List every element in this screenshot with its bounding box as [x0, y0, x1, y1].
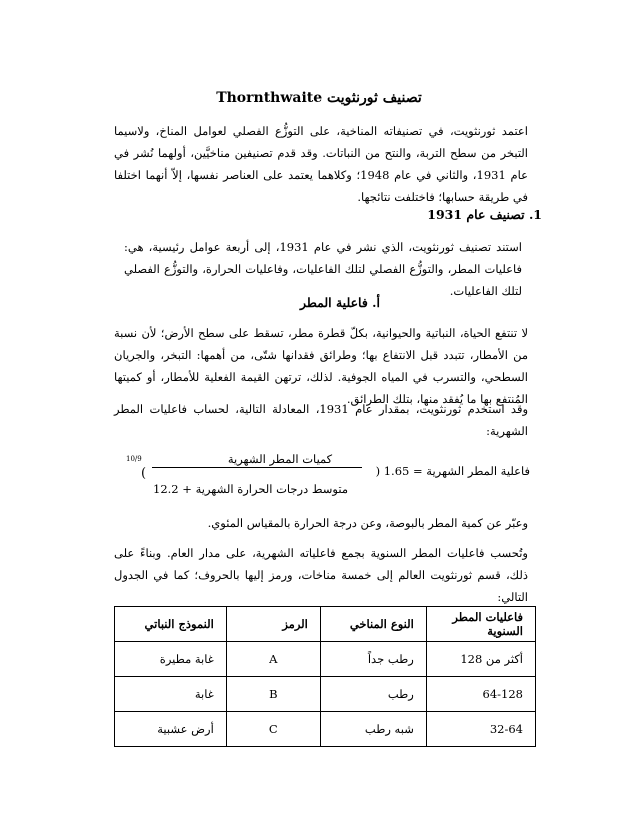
- table-header-cell: النموذج النباتي: [115, 607, 227, 642]
- table-header-row: [115, 607, 536, 642]
- table-row: [115, 642, 536, 677]
- classification-paragraph: وتُحسب فاعليات المطر السنوية بجمع فاعلياته الشهرية، على مدار العام. وبناءً على ذلك، قسم ثورنثويت العالم إلى خمسة مناخات، ورمز إليها بالحروف؛ كما في الجدول التالي:: [114, 546, 528, 604]
- formula-note-paragraph: وعبّر عن كمية المطر بالبوصة، وعن درجة الحرارة بالمقياس المئوي.: [207, 516, 528, 530]
- table-cell: أرض عشبية: [115, 712, 227, 747]
- rain-paragraph: لا تنتفع الحياة، النباتية والحيوانية، بكلّ قطرة مطر، تسقط على سطح الأرض؛ لأن نسبة من الأمطار، تتبدد قبل الانتفاع بها؛ وطرائق فقدانها شتّى، من أهمها: التبخر، والجريان السطحي، والتسرب في المياه الجوفية. لذلك، ترتهن القيمة الفعلية للأمطار، أو كميتها المُنتفع بها ما يُفقد منها، بتلك الطرائق.: [114, 326, 528, 406]
- section1-paragraph: استند تصنيف ثورنثويت، الذي نشر في عام 1931، إلى أربعة عوامل رئيسية، هي: فاعليات المطر، والتوزُّع الفصلي لتلك الفاعليات، وفاعليات الحرارة، والتوزُّع الفصلي لتلك الفاعليات.: [124, 240, 522, 298]
- formula-exponent: 10/9: [126, 455, 142, 463]
- table-row: [115, 712, 536, 747]
- rain-effectiveness-formula: [120, 452, 530, 502]
- formula-lhs: فاعلية المطر الشهرية = 1.65 (: [375, 464, 530, 478]
- table-cell: أكثر من 128: [426, 642, 535, 677]
- table-cell: غابة مطيرة: [115, 642, 227, 677]
- table-header-cell: النوع المناخي: [320, 607, 426, 642]
- table-cell: رطب: [320, 677, 426, 712]
- formula-denominator: متوسط درجات الحرارة الشهرية + 12.2: [153, 482, 348, 496]
- document-title: تصنيف ثورنثويت Thornthwaite: [216, 90, 422, 106]
- table-cell: غابة: [115, 677, 227, 712]
- table-cell: رطب جداً: [320, 642, 426, 677]
- table-cell: C: [226, 712, 320, 747]
- formula-close-paren: ): [141, 466, 147, 481]
- table-header-cell: الرمز: [226, 607, 320, 642]
- table-row: [115, 677, 536, 712]
- formula-fraction-line: [152, 467, 362, 468]
- formula-numerator: كميات المطر الشهرية: [227, 452, 333, 466]
- section-heading-1931: 1. تصنيف عام 1931: [427, 207, 542, 222]
- table-header-cell: فاعليات المطر السنوية: [426, 607, 535, 642]
- subheading-rain-effectiveness: أ. فاعلية المطر: [299, 295, 380, 310]
- table-cell: 32-64: [426, 712, 535, 747]
- table-cell: B: [226, 677, 320, 712]
- table-cell: شبه رطب: [320, 712, 426, 747]
- climate-classification-table: [114, 606, 536, 747]
- intro-paragraph: اعتمد ثورنثويت، في تصنيفاته المناخية، على التوزُّع الفصلي لعوامل المناخ، ولاسيما التبخر من سطح التربة، والنتح من النباتات. وقد قدم تصنيفين مناخيَّين، أولهما نُشر في عام 1931، والثاني في عام 1948؛ وكلاهما يعتمد على العناصر نفسها، إلاّ أنهما اختلفا في طريقة حسابها؛ فاختلفت نتائجها.: [114, 124, 528, 204]
- table-cell: A: [226, 642, 320, 677]
- table-cell: 64-128: [426, 677, 535, 712]
- equation-intro-paragraph: وقد استخدم ثورنثويت، بمقدار عام 1931، المعادلة التالية، لحساب فاعليات المطر الشهرية:: [114, 402, 528, 438]
